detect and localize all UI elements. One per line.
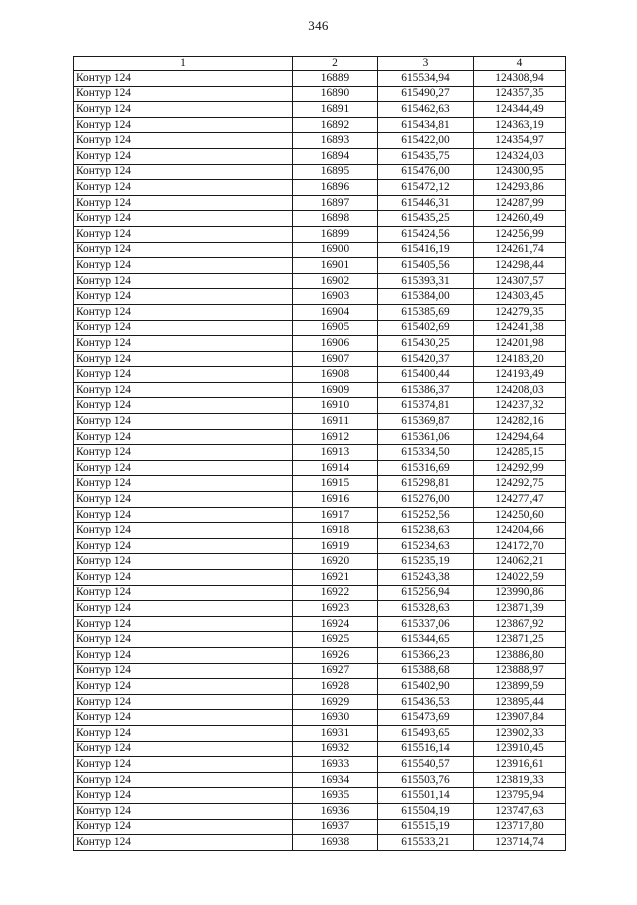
contour-name-cell: Контур 124 [74, 492, 293, 508]
point-number-cell: 16913 [293, 445, 378, 461]
table-row [74, 164, 566, 180]
x-coordinate-cell: 615388,68 [378, 663, 474, 679]
x-coordinate-cell: 615405,56 [378, 258, 474, 274]
table-row [74, 694, 566, 710]
y-coordinate-cell: 123819,33 [474, 772, 566, 788]
point-number-cell: 16908 [293, 367, 378, 383]
contour-name-cell: Контур 124 [74, 772, 293, 788]
table-header [74, 57, 566, 71]
table-row [74, 632, 566, 648]
contour-name-cell: Контур 124 [74, 117, 293, 133]
x-coordinate-cell: 615501,14 [378, 788, 474, 804]
table-row [74, 507, 566, 523]
contour-name-cell: Контур 124 [74, 211, 293, 227]
table-row [74, 304, 566, 320]
x-coordinate-cell: 615328,63 [378, 601, 474, 617]
point-number-cell: 16920 [293, 554, 378, 570]
x-coordinate-cell: 615316,69 [378, 460, 474, 476]
table-row [74, 725, 566, 741]
contour-name-cell: Контур 124 [74, 133, 293, 149]
x-coordinate-cell: 615385,69 [378, 304, 474, 320]
y-coordinate-cell: 124344,49 [474, 102, 566, 118]
contour-name-cell: Контур 124 [74, 601, 293, 617]
contour-name-cell: Контур 124 [74, 336, 293, 352]
point-number-cell: 16901 [293, 258, 378, 274]
x-coordinate-cell: 615490,27 [378, 86, 474, 102]
table-row [74, 445, 566, 461]
point-number-cell: 16919 [293, 538, 378, 554]
contour-name-cell: Контур 124 [74, 71, 293, 87]
point-number-cell: 16900 [293, 242, 378, 258]
contour-name-cell: Контур 124 [74, 320, 293, 336]
contour-name-cell: Контур 124 [74, 835, 293, 851]
contour-name-cell: Контур 124 [74, 741, 293, 757]
y-coordinate-cell: 124282,16 [474, 414, 566, 430]
y-coordinate-cell: 124293,86 [474, 180, 566, 196]
table-row [74, 102, 566, 118]
contour-name-cell: Контур 124 [74, 180, 293, 196]
point-number-cell: 16902 [293, 273, 378, 289]
x-coordinate-cell: 615422,00 [378, 133, 474, 149]
header-column-3: 3 [378, 57, 474, 71]
table-row [74, 741, 566, 757]
contour-name-cell: Контур 124 [74, 507, 293, 523]
contour-name-cell: Контур 124 [74, 258, 293, 274]
y-coordinate-cell: 124298,44 [474, 258, 566, 274]
point-number-cell: 16921 [293, 570, 378, 586]
y-coordinate-cell: 123990,86 [474, 585, 566, 601]
contour-name-cell: Контур 124 [74, 819, 293, 835]
x-coordinate-cell: 615493,65 [378, 725, 474, 741]
x-coordinate-cell: 615515,19 [378, 819, 474, 835]
contour-name-cell: Контур 124 [74, 429, 293, 445]
x-coordinate-cell: 615473,69 [378, 710, 474, 726]
x-coordinate-cell: 615503,76 [378, 772, 474, 788]
point-number-cell: 16915 [293, 476, 378, 492]
table-row [74, 351, 566, 367]
table-row [74, 647, 566, 663]
contour-name-cell: Контур 124 [74, 616, 293, 632]
table-row [74, 538, 566, 554]
y-coordinate-cell: 124363,19 [474, 117, 566, 133]
x-coordinate-cell: 615276,00 [378, 492, 474, 508]
x-coordinate-cell: 615234,63 [378, 538, 474, 554]
x-coordinate-cell: 615334,50 [378, 445, 474, 461]
table-row [74, 367, 566, 383]
table-row [74, 460, 566, 476]
table-row [74, 772, 566, 788]
x-coordinate-cell: 615366,23 [378, 647, 474, 663]
y-coordinate-cell: 123902,33 [474, 725, 566, 741]
y-coordinate-cell: 124237,32 [474, 398, 566, 414]
contour-name-cell: Контур 124 [74, 647, 293, 663]
contour-name-cell: Контур 124 [74, 195, 293, 211]
y-coordinate-cell: 124294,64 [474, 429, 566, 445]
contour-name-cell: Контур 124 [74, 304, 293, 320]
y-coordinate-cell: 123717,80 [474, 819, 566, 835]
contour-name-cell: Контур 124 [74, 803, 293, 819]
contour-name-cell: Контур 124 [74, 554, 293, 570]
contour-name-cell: Контур 124 [74, 585, 293, 601]
point-number-cell: 16897 [293, 195, 378, 211]
x-coordinate-cell: 615344,65 [378, 632, 474, 648]
y-coordinate-cell: 124303,45 [474, 289, 566, 305]
x-coordinate-cell: 615534,94 [378, 71, 474, 87]
table-row [74, 320, 566, 336]
y-coordinate-cell: 124285,15 [474, 445, 566, 461]
contour-name-cell: Контур 124 [74, 523, 293, 539]
contour-name-cell: Контур 124 [74, 367, 293, 383]
x-coordinate-cell: 615361,06 [378, 429, 474, 445]
point-number-cell: 16923 [293, 601, 378, 617]
contour-name-cell: Контур 124 [74, 351, 293, 367]
contour-name-cell: Контур 124 [74, 570, 293, 586]
point-number-cell: 16896 [293, 180, 378, 196]
point-number-cell: 16933 [293, 757, 378, 773]
y-coordinate-cell: 123916,61 [474, 757, 566, 773]
table-row [74, 554, 566, 570]
y-coordinate-cell: 124300,95 [474, 164, 566, 180]
y-coordinate-cell: 123714,74 [474, 835, 566, 851]
y-coordinate-cell: 124292,99 [474, 460, 566, 476]
contour-name-cell: Контур 124 [74, 710, 293, 726]
x-coordinate-cell: 615435,25 [378, 211, 474, 227]
y-coordinate-cell: 123871,25 [474, 632, 566, 648]
table-row [74, 117, 566, 133]
contour-name-cell: Контур 124 [74, 476, 293, 492]
x-coordinate-cell: 615386,37 [378, 382, 474, 398]
point-number-cell: 16932 [293, 741, 378, 757]
x-coordinate-cell: 615462,63 [378, 102, 474, 118]
point-number-cell: 16925 [293, 632, 378, 648]
point-number-cell: 16894 [293, 148, 378, 164]
y-coordinate-cell: 124261,74 [474, 242, 566, 258]
header-row [74, 57, 566, 71]
y-coordinate-cell: 123888,97 [474, 663, 566, 679]
table-row [74, 679, 566, 695]
table-row [74, 258, 566, 274]
point-number-cell: 16937 [293, 819, 378, 835]
contour-name-cell: Контур 124 [74, 725, 293, 741]
table-row [74, 429, 566, 445]
point-number-cell: 16924 [293, 616, 378, 632]
contour-name-cell: Контур 124 [74, 679, 293, 695]
x-coordinate-cell: 615369,87 [378, 414, 474, 430]
y-coordinate-cell: 124354,97 [474, 133, 566, 149]
x-coordinate-cell: 615533,21 [378, 835, 474, 851]
table-row [74, 86, 566, 102]
y-coordinate-cell: 124201,98 [474, 336, 566, 352]
contour-name-cell: Контур 124 [74, 164, 293, 180]
y-coordinate-cell: 124256,99 [474, 226, 566, 242]
x-coordinate-cell: 615374,81 [378, 398, 474, 414]
x-coordinate-cell: 615384,00 [378, 289, 474, 305]
point-number-cell: 16930 [293, 710, 378, 726]
point-number-cell: 16938 [293, 835, 378, 851]
x-coordinate-cell: 615402,69 [378, 320, 474, 336]
y-coordinate-cell: 123747,63 [474, 803, 566, 819]
table-row [74, 211, 566, 227]
table-row [74, 414, 566, 430]
table-row [74, 195, 566, 211]
y-coordinate-cell: 124287,99 [474, 195, 566, 211]
point-number-cell: 16914 [293, 460, 378, 476]
table-row [74, 336, 566, 352]
y-coordinate-cell: 123867,92 [474, 616, 566, 632]
table-row [74, 819, 566, 835]
x-coordinate-cell: 615235,19 [378, 554, 474, 570]
point-number-cell: 16918 [293, 523, 378, 539]
table-row [74, 570, 566, 586]
table-row [74, 273, 566, 289]
y-coordinate-cell: 124308,94 [474, 71, 566, 87]
point-number-cell: 16911 [293, 414, 378, 430]
y-coordinate-cell: 123899,59 [474, 679, 566, 695]
y-coordinate-cell: 123871,39 [474, 601, 566, 617]
table-row [74, 835, 566, 851]
contour-name-cell: Контур 124 [74, 414, 293, 430]
point-number-cell: 16898 [293, 211, 378, 227]
point-number-cell: 16931 [293, 725, 378, 741]
coordinates-table [73, 56, 566, 851]
point-number-cell: 16922 [293, 585, 378, 601]
contour-name-cell: Контур 124 [74, 226, 293, 242]
contour-name-cell: Контур 124 [74, 694, 293, 710]
contour-name-cell: Контур 124 [74, 86, 293, 102]
x-coordinate-cell: 615256,94 [378, 585, 474, 601]
x-coordinate-cell: 615516,14 [378, 741, 474, 757]
contour-name-cell: Контур 124 [74, 445, 293, 461]
x-coordinate-cell: 615435,75 [378, 148, 474, 164]
point-number-cell: 16928 [293, 679, 378, 695]
contour-name-cell: Контур 124 [74, 102, 293, 118]
point-number-cell: 16892 [293, 117, 378, 133]
x-coordinate-cell: 615337,06 [378, 616, 474, 632]
table-row [74, 663, 566, 679]
point-number-cell: 16912 [293, 429, 378, 445]
x-coordinate-cell: 615416,19 [378, 242, 474, 258]
y-coordinate-cell: 124324,03 [474, 148, 566, 164]
point-number-cell: 16905 [293, 320, 378, 336]
contour-name-cell: Контур 124 [74, 148, 293, 164]
table-row [74, 226, 566, 242]
contour-name-cell: Контур 124 [74, 632, 293, 648]
point-number-cell: 16926 [293, 647, 378, 663]
point-number-cell: 16890 [293, 86, 378, 102]
contour-name-cell: Контур 124 [74, 663, 293, 679]
y-coordinate-cell: 124172,70 [474, 538, 566, 554]
contour-name-cell: Контур 124 [74, 538, 293, 554]
y-coordinate-cell: 124279,35 [474, 304, 566, 320]
contour-name-cell: Контур 124 [74, 788, 293, 804]
y-coordinate-cell: 124241,38 [474, 320, 566, 336]
table-row [74, 523, 566, 539]
y-coordinate-cell: 124204,66 [474, 523, 566, 539]
point-number-cell: 16904 [293, 304, 378, 320]
header-column-4: 4 [474, 57, 566, 71]
point-number-cell: 16891 [293, 102, 378, 118]
x-coordinate-cell: 615504,19 [378, 803, 474, 819]
table-row [74, 585, 566, 601]
table-row [74, 601, 566, 617]
point-number-cell: 16934 [293, 772, 378, 788]
x-coordinate-cell: 615420,37 [378, 351, 474, 367]
y-coordinate-cell: 123895,44 [474, 694, 566, 710]
y-coordinate-cell: 123886,80 [474, 647, 566, 663]
contour-name-cell: Контур 124 [74, 460, 293, 476]
table-row [74, 242, 566, 258]
y-coordinate-cell: 124183,20 [474, 351, 566, 367]
x-coordinate-cell: 615446,31 [378, 195, 474, 211]
y-coordinate-cell: 123910,45 [474, 741, 566, 757]
point-number-cell: 16936 [293, 803, 378, 819]
table-row [74, 180, 566, 196]
table-row [74, 492, 566, 508]
point-number-cell: 16906 [293, 336, 378, 352]
table-row [74, 289, 566, 305]
y-coordinate-cell: 124277,47 [474, 492, 566, 508]
contour-name-cell: Контур 124 [74, 757, 293, 773]
x-coordinate-cell: 615424,56 [378, 226, 474, 242]
header-column-2: 2 [293, 57, 378, 71]
y-coordinate-cell: 124208,03 [474, 382, 566, 398]
x-coordinate-cell: 615402,90 [378, 679, 474, 695]
point-number-cell: 16910 [293, 398, 378, 414]
table-row [74, 757, 566, 773]
header-column-1: 1 [74, 57, 293, 71]
y-coordinate-cell: 124260,49 [474, 211, 566, 227]
point-number-cell: 16889 [293, 71, 378, 87]
x-coordinate-cell: 615430,25 [378, 336, 474, 352]
point-number-cell: 16927 [293, 663, 378, 679]
point-number-cell: 16929 [293, 694, 378, 710]
table-row [74, 710, 566, 726]
x-coordinate-cell: 615434,81 [378, 117, 474, 133]
point-number-cell: 16917 [293, 507, 378, 523]
point-number-cell: 16895 [293, 164, 378, 180]
x-coordinate-cell: 615238,63 [378, 523, 474, 539]
y-coordinate-cell: 124292,75 [474, 476, 566, 492]
y-coordinate-cell: 124307,57 [474, 273, 566, 289]
table-row [74, 71, 566, 87]
y-coordinate-cell: 124250,60 [474, 507, 566, 523]
y-coordinate-cell: 123795,94 [474, 788, 566, 804]
x-coordinate-cell: 615243,38 [378, 570, 474, 586]
x-coordinate-cell: 615252,56 [378, 507, 474, 523]
table-row [74, 148, 566, 164]
table-row [74, 616, 566, 632]
page-number: 346 [308, 18, 329, 33]
contour-name-cell: Контур 124 [74, 289, 293, 305]
x-coordinate-cell: 615393,31 [378, 273, 474, 289]
y-coordinate-cell: 124193,49 [474, 367, 566, 383]
table-body [74, 71, 566, 851]
table-row [74, 382, 566, 398]
contour-name-cell: Контур 124 [74, 273, 293, 289]
table-row [74, 803, 566, 819]
point-number-cell: 16916 [293, 492, 378, 508]
contour-name-cell: Контур 124 [74, 242, 293, 258]
x-coordinate-cell: 615540,57 [378, 757, 474, 773]
table-row [74, 133, 566, 149]
table-row [74, 476, 566, 492]
point-number-cell: 16903 [293, 289, 378, 305]
y-coordinate-cell: 124357,35 [474, 86, 566, 102]
table-row [74, 788, 566, 804]
x-coordinate-cell: 615436,53 [378, 694, 474, 710]
y-coordinate-cell: 124062,21 [474, 554, 566, 570]
x-coordinate-cell: 615476,00 [378, 164, 474, 180]
contour-name-cell: Контур 124 [74, 382, 293, 398]
point-number-cell: 16907 [293, 351, 378, 367]
point-number-cell: 16909 [293, 382, 378, 398]
x-coordinate-cell: 615400,44 [378, 367, 474, 383]
y-coordinate-cell: 123907,84 [474, 710, 566, 726]
contour-name-cell: Контур 124 [74, 398, 293, 414]
point-number-cell: 16899 [293, 226, 378, 242]
table-row [74, 398, 566, 414]
x-coordinate-cell: 615298,81 [378, 476, 474, 492]
x-coordinate-cell: 615472,12 [378, 180, 474, 196]
y-coordinate-cell: 124022,59 [474, 570, 566, 586]
point-number-cell: 16935 [293, 788, 378, 804]
point-number-cell: 16893 [293, 133, 378, 149]
